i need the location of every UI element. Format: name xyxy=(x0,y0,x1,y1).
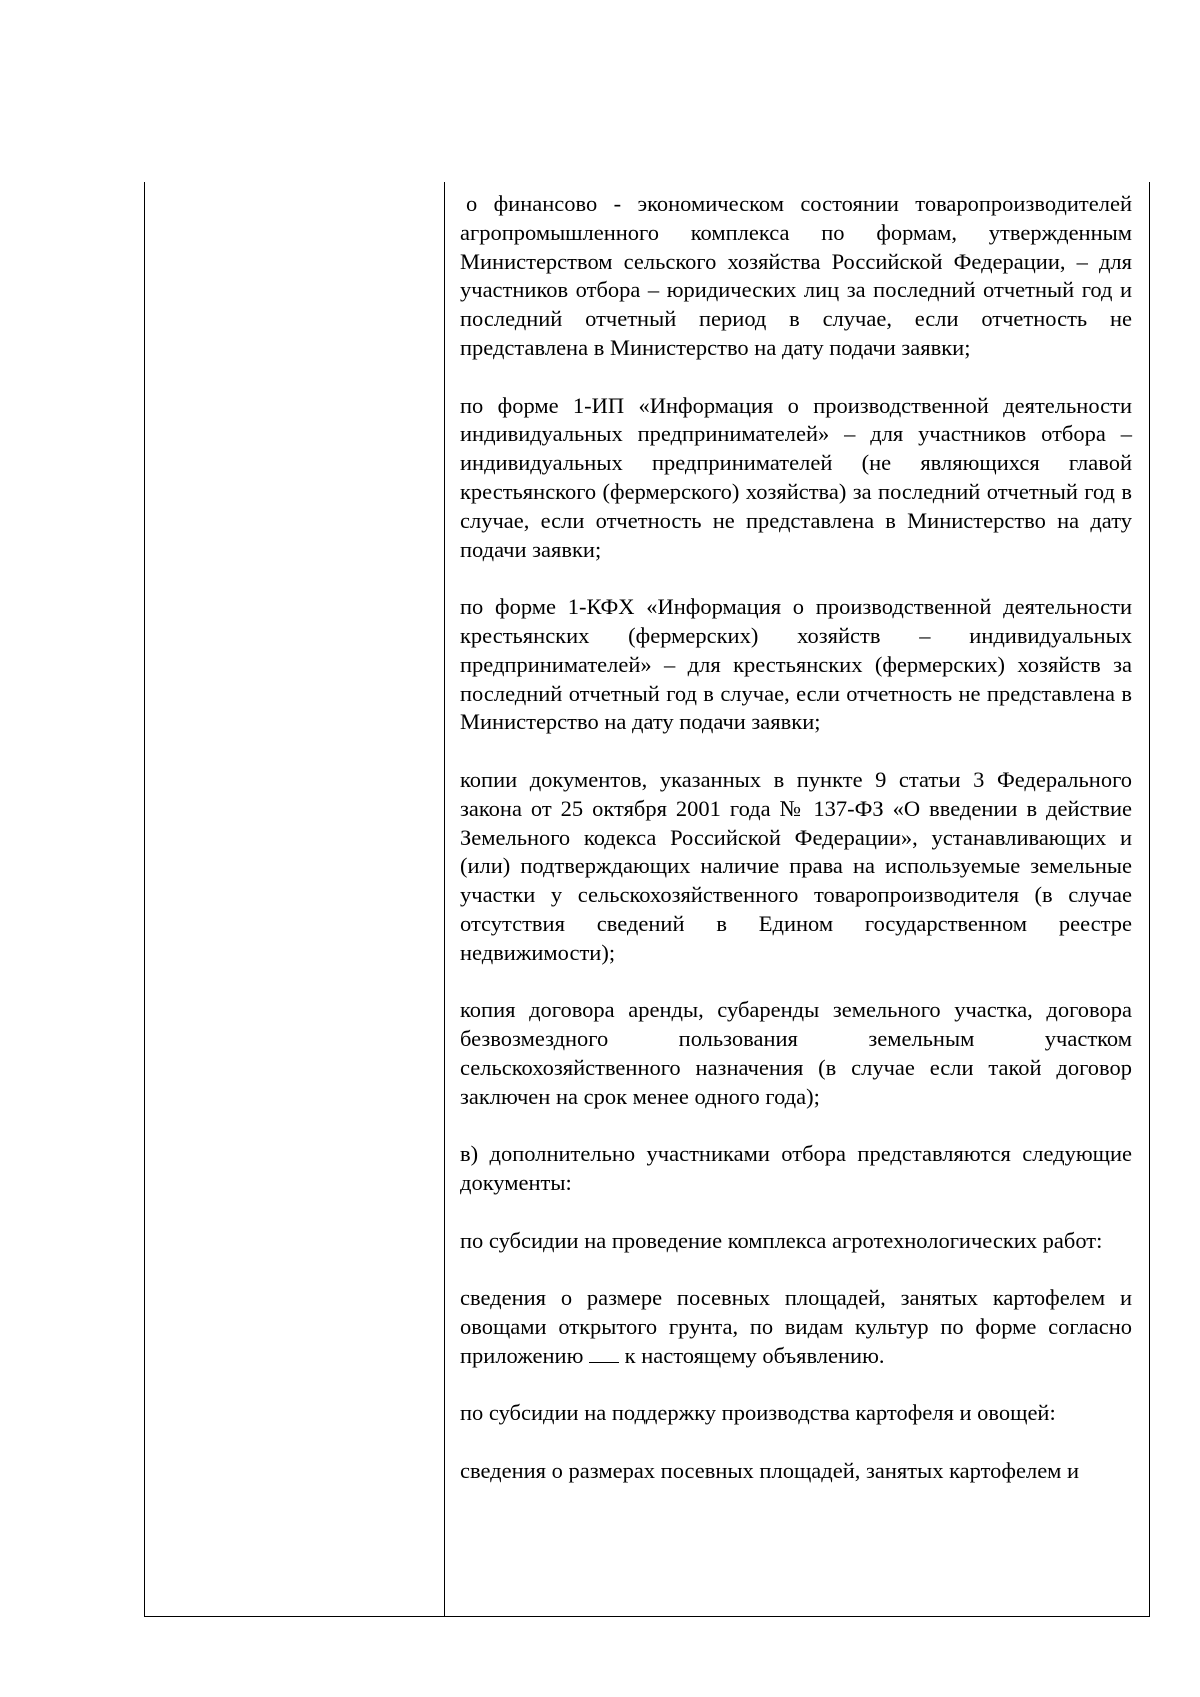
table-left-cell xyxy=(145,182,445,1616)
paragraph-potato-subsidy: по субсидии на поддержку производства картофеля и овощей: xyxy=(460,1400,1056,1426)
paragraph-additional-documents: в) дополнительно участниками отбора представляются следующие документы: xyxy=(460,1141,1132,1196)
paragraph-form-1kfh: по форме 1-КФХ «Информация о производственной деятельности крестьянских (фермерских) хозяйств – индивидуальных предпринимателей» – для крестьянских (фермерских) хозяйств за последний отчетный год в случае, если отчетность не представлена в Министерство на дату подачи заявки; xyxy=(460,594,1132,735)
sown-area-text-before: сведения о размере посевных площадей, занятых картофелем и овощами открытого грунта, по видам культур по форме согласно приложению xyxy=(460,1285,1132,1368)
table-right-cell xyxy=(460,190,1132,1515)
paragraph-financial-report: о финансово - экономическом состоянии товаропроизводителей агропромышленного комплекса по формам, утвержденным Министерством сельского хозяйства Российской Федерации, – для участников отбора – юридических лиц за последний отчетный год и последний отчетный период в случае, если отчетность не представлена в Министерство на дату подачи заявки; xyxy=(460,191,1132,360)
sown-area-text-after: к настоящему объявлению. xyxy=(619,1342,885,1368)
document-table xyxy=(144,182,1150,1617)
paragraph-form-1ip: по форме 1-ИП «Информация о производственной деятельности индивидуальных предпринимателей» – для участников отбора – индивидуальных предпринимателей (не являющихся главой крестьянского (фермерского) хозяйства) за последний отчетный год в случае, если отчетность не представлена в Министерство на дату подачи заявки; xyxy=(460,392,1132,562)
paragraph-sown-area-continued: сведения о размерах посевных площадей, занятых картофелем и xyxy=(460,1458,1080,1484)
paragraph-agrotech-subsidy: по субсидии на проведение комплекса агротехнологических работ: xyxy=(460,1227,1103,1253)
appendix-number-blank xyxy=(589,1342,619,1363)
paragraph-lease-contract: копия договора аренды, субаренды земельного участка, договора безвозмездного пользования земельным участком сельскохозяйственного назначения (в случае если такой договор заключен на срок менее одного года); xyxy=(460,997,1132,1109)
paragraph-sown-area-info xyxy=(460,1284,1132,1370)
paragraph-land-documents: копии документов, указанных в пункте 9 статьи 3 Федерального закона от 25 октября 2001 года № 137-ФЗ «О введении в действие Земельного кодекса Российской Федерации», устанавливающих и (или) подтверждающих наличие права на используемые земельные участки у сельскохозяйственного товаропроизводителя (в случае отсутствия сведений в Едином государственном реестре недвижимости); xyxy=(460,766,1132,965)
